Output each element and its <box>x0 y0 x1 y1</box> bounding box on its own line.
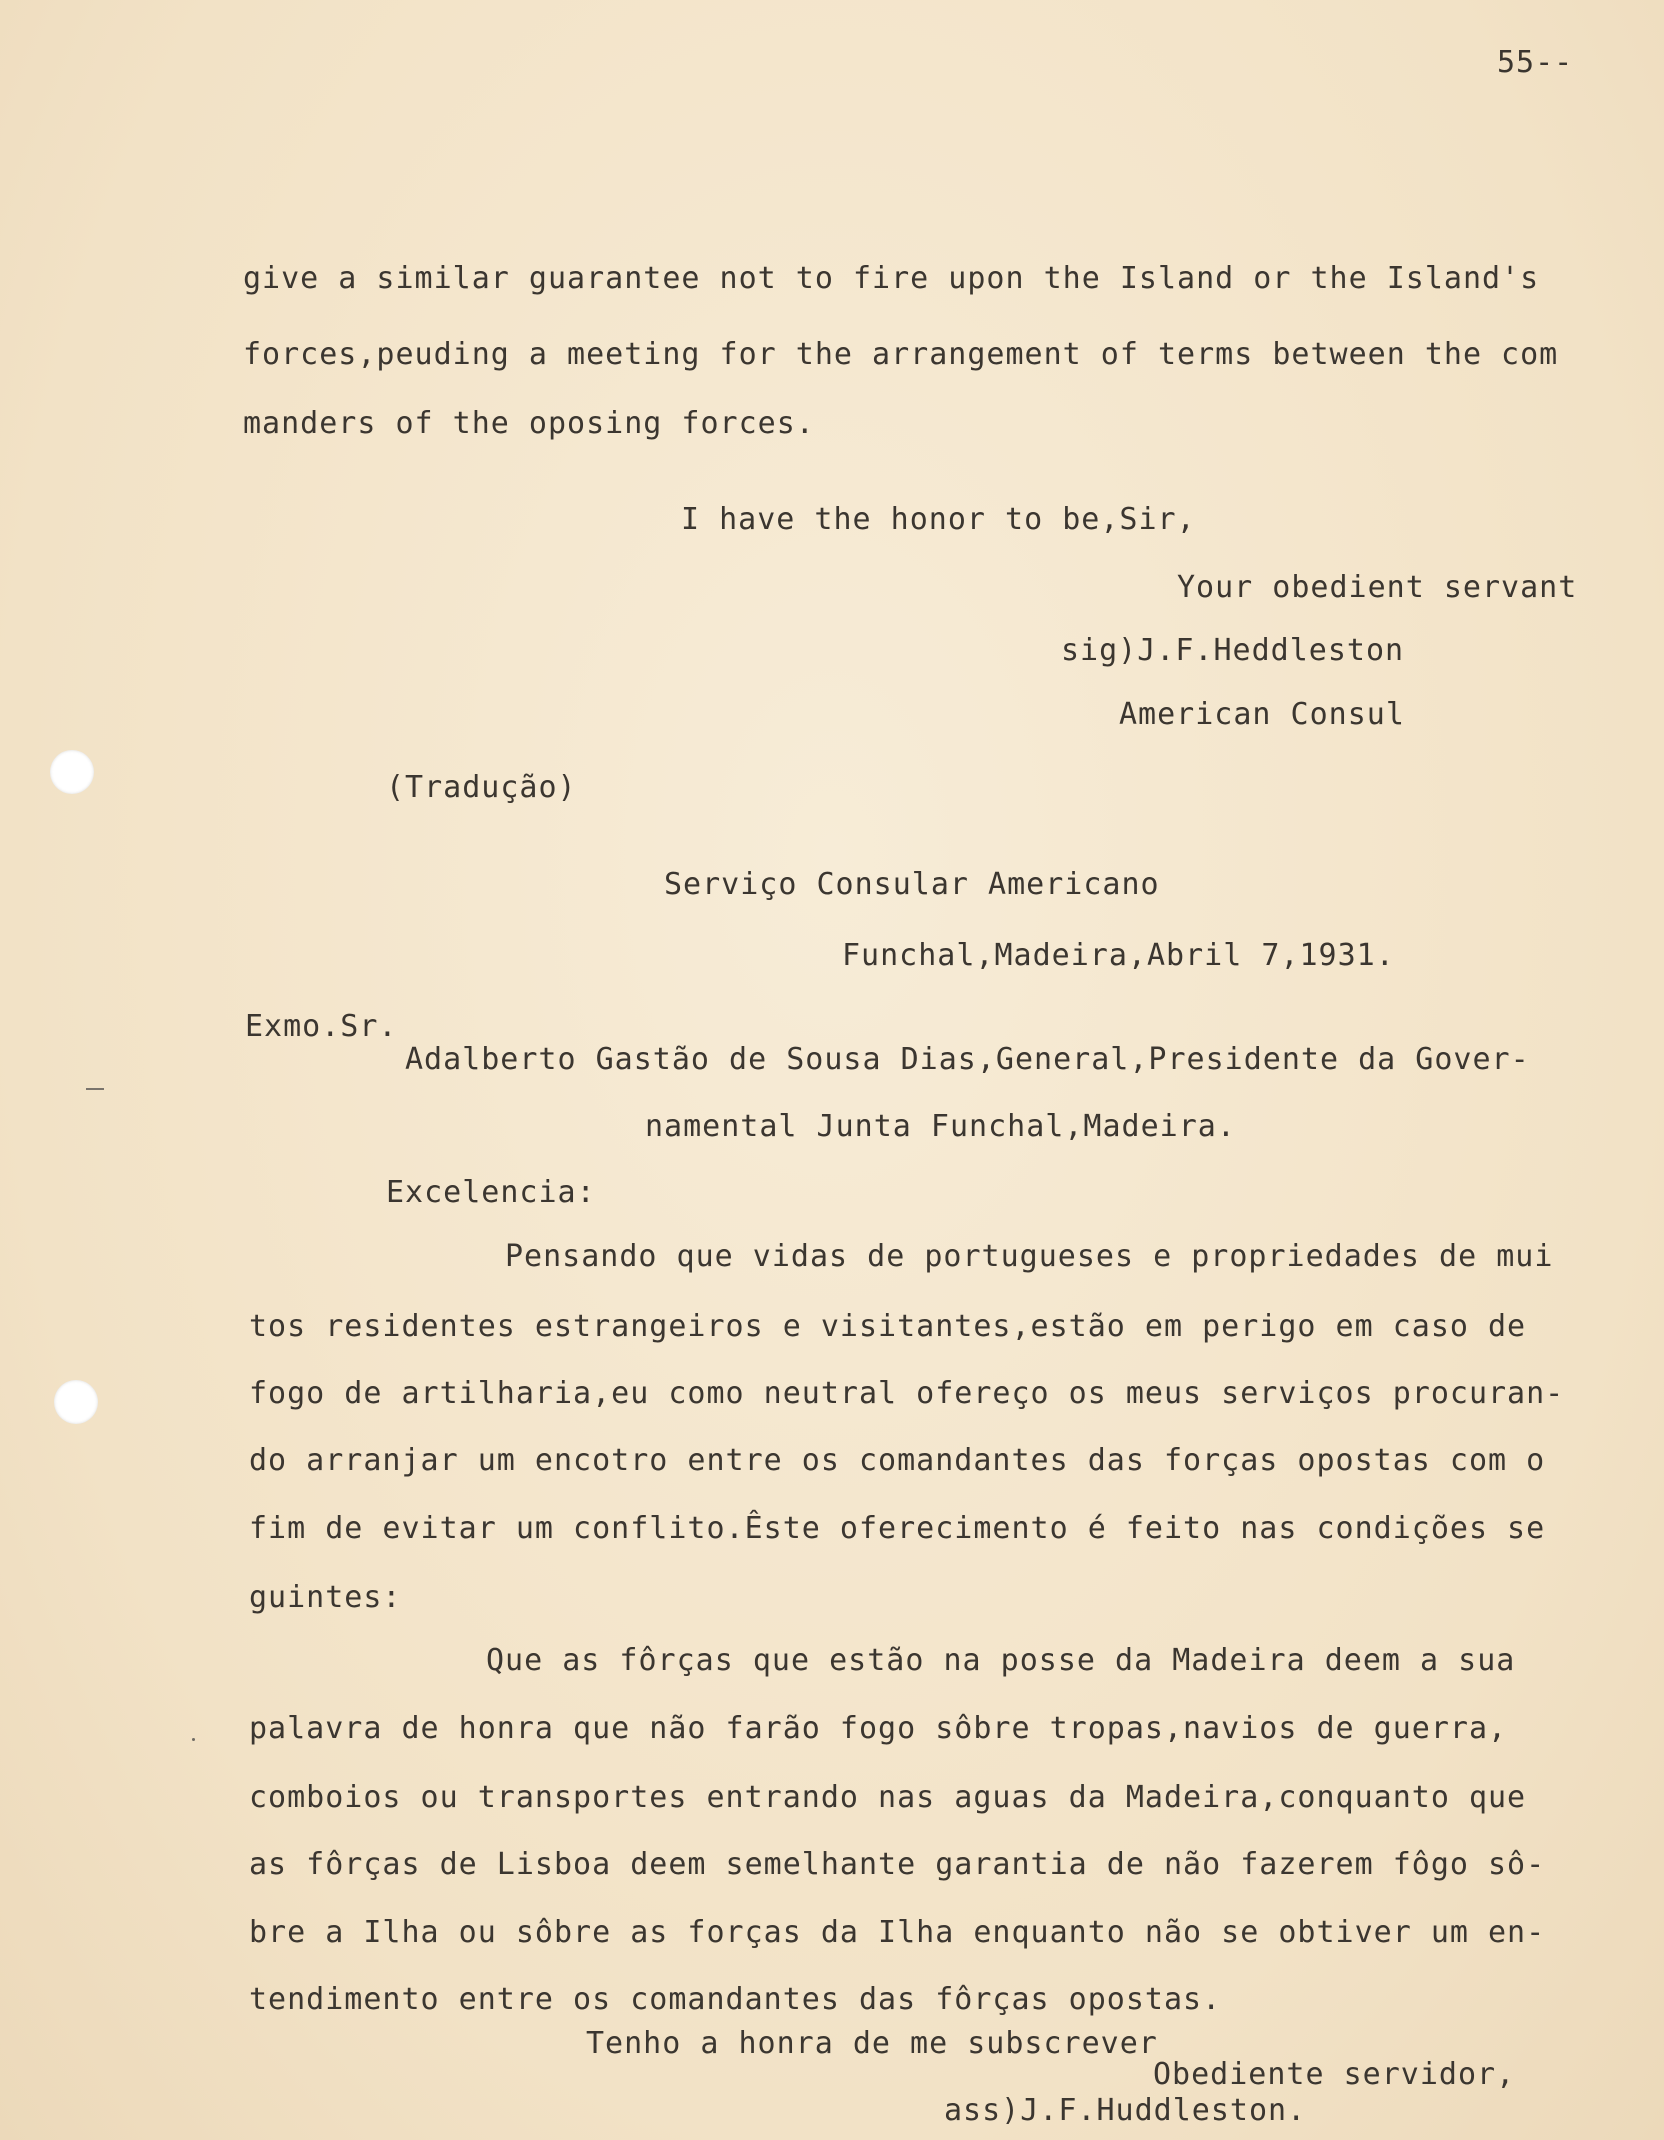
body-line: do arranjar um encotro entre os comandantes das forças opostas com o <box>249 1443 1546 1478</box>
addressee-line: Adalberto Gastão de Sousa Dias,General,Presidente da Gover- <box>405 1042 1530 1077</box>
valediction: Obediente servidor, <box>1153 2057 1516 2092</box>
body-line: bre a Ilha ou sôbre as forças da Ilha enquanto não se obtiver um en- <box>249 1915 1546 1950</box>
body-line: Que as fôrças que estão na posse da Madeira deem a sua <box>486 1643 1516 1678</box>
closing: I have the honor to be,Sir, <box>681 502 1196 537</box>
signature: sig)J.F.Heddleston <box>1061 633 1405 668</box>
translation-note: (Tradução) <box>386 770 577 805</box>
signer-title: American Consul <box>1119 697 1405 732</box>
body-line: guintes: <box>249 1580 402 1615</box>
body-line: tendimento entre os comandantes das fôrças opostas. <box>249 1982 1222 2017</box>
body-line: fim de evitar um conflito.Êste oferecimento é feito nas condições se <box>249 1511 1546 1546</box>
stray-dot <box>192 1738 195 1741</box>
signature: ass)J.F.Huddleston. <box>944 2093 1307 2128</box>
punch-hole-top <box>50 750 94 794</box>
body-line: manders of the oposing forces. <box>243 406 815 441</box>
valediction: Your obedient servant <box>1177 570 1578 605</box>
body-line: comboios ou transportes entrando nas aguas da Madeira,conquanto que <box>249 1780 1527 1815</box>
greeting: Excelencia: <box>386 1175 596 1210</box>
punch-hole-bottom <box>54 1380 98 1424</box>
body-line: palavra de honra que não farão fogo sôbre tropas,navios de guerra, <box>249 1711 1508 1746</box>
body-line: Pensando que vidas de portugueses e propriedades de mui <box>505 1239 1554 1274</box>
margin-mark <box>86 1088 104 1090</box>
body-line: tos residentes estrangeiros e visitantes,estão em perigo em caso de <box>249 1309 1527 1344</box>
body-line: forces,peuding a meeting for the arrangement of terms between the com <box>243 337 1559 372</box>
body-line: fogo de artilharia,eu como neutral ofereço os meus serviços procuran- <box>249 1376 1565 1411</box>
salutation-to: Exmo.Sr. <box>245 1009 398 1044</box>
place-date: Funchal,Madeira,Abril 7,1931. <box>842 938 1395 973</box>
office-heading: Serviço Consular Americano <box>664 867 1160 902</box>
body-line: as fôrças de Lisboa deem semelhante garantia de não fazerem fôgo sô- <box>249 1847 1546 1882</box>
body-line: give a similar guarantee not to fire upon the Island or the Island's <box>243 261 1540 296</box>
addressee-line: namental Junta Funchal,Madeira. <box>645 1109 1236 1144</box>
page-number: 55-- <box>1497 45 1574 80</box>
closing: Tenho a honra de me subscrever <box>586 2026 1158 2061</box>
